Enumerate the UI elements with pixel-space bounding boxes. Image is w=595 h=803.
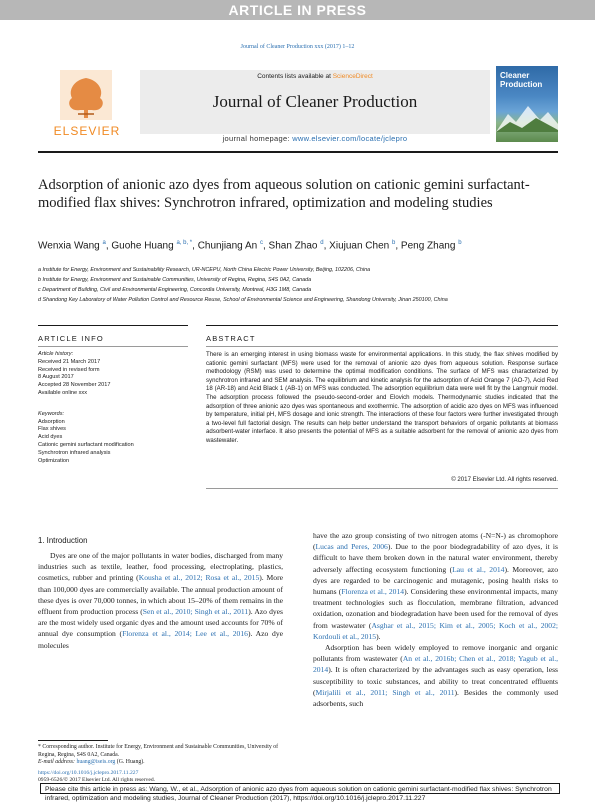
author-affil-mark[interactable]: a, b, * [176,240,193,246]
banner-text: ARTICLE IN PRESS [228,2,367,18]
sciencedirect-link[interactable]: ScienceDirect [332,73,373,80]
author-affil-mark[interactable]: b [392,240,396,246]
body-text: ). More than 100,000 dyes are commercially available. The annual production amount of these dyes is over 70,000 tonnes, in which about 15–20% of them remains in the effluent from production process ( [38,573,284,617]
article-info-heading: ARTICLE INFO [38,334,104,343]
journal-cover-image[interactable] [496,66,558,142]
body-text: have the azo group consisting of two nitrogen atoms (-N=N-) as chromophore ( [313,531,558,552]
history-item: Available online xxx [38,389,88,396]
body-text: ). Besides the commonly used adsorbents, such [313,687,558,709]
article-title: Adsorption of anionic azo dyes from aqueous solution on cationic gemini surfactant-modified flax shives: Synchrotron infrared, optimization and modeling studies [38,177,530,211]
reference-link[interactable]: An et al., 2016b; Chen et al., 2018; Yagub et al., 2014 [313,654,558,675]
body-text: Adsorption has been widely employed to remove inorganic and organic pollutants from wastewater ( [313,643,558,664]
reference-link[interactable]: Sen et al., 2010; Singh et al., 2011 [142,607,249,617]
elsevier-logo [38,70,136,142]
email-suffix: (G. Huang). [115,759,145,766]
history-item: Received in revised form [38,366,100,373]
publisher-name: ELSEVIER [53,124,121,138]
issn-line: 0959-6526/© 2017 Elsevier Ltd. All rights reserved. [38,777,156,784]
keyword: Optimization [38,457,70,464]
body-text: ). It is often characterized by the advantages such as easy operation, less susceptibility to toxic substances, and ability to treat concentrated effluents ( [313,665,558,697]
journal-title-box [140,70,490,134]
contents-prefix: Contents lists available at [257,73,333,80]
header-rule [38,151,558,153]
history-item: Accepted 28 November 2017 [38,382,111,389]
author-name[interactable]: Guohe Huang [111,240,174,252]
author-affil-mark[interactable]: a [102,240,106,246]
body-text: ). Due to the poor biodegradability of azo dyes, it is difficult to have them broken down in the natural water environment, thereby adversely affecting ecosystem functioning ( [313,542,559,574]
author-affil-mark[interactable]: b [458,240,462,246]
article-info-column [38,351,188,465]
corresponding-author-note: * Corresponding author. Institute for Energy, Environment and Sustainable Communities, University of Regina, Regina, S4S 0A2, Canada. [38,744,279,758]
article-in-press-banner [0,0,595,20]
article-info-top-rule [38,325,188,326]
contents-line [140,73,490,80]
keyword: Acid dyes [38,434,63,441]
body-text: ). Moreover, azo dyes are regarded to be carcinogenic and mutagenic, posing health risks to humans ( [313,564,558,597]
affiliation-list [38,266,558,306]
author-name[interactable]: Peng Zhang [400,240,456,252]
footnote-rule [38,740,108,741]
keyword: Synchrotron infrared analysis [38,449,111,456]
abstract-heading: ABSTRACT [206,334,256,343]
cover-mountain-icon [496,102,558,132]
keywords-label: Keywords: [38,410,65,417]
abstract-top-rule [206,325,558,326]
reference-link[interactable]: Lucas and Peres, 2006 [315,542,388,552]
keyword: Cationic gemini surfactant modification [38,441,134,448]
email-link[interactable]: huang@iseis.org [76,759,116,766]
abstract-rule [206,346,558,347]
corresponding-author-footnote [38,744,283,767]
author-name[interactable]: Xiujuan Chen [329,240,390,252]
introduction-heading: 1. Introduction [38,536,88,545]
author-list: Wenxia Wang $^a$, Guohe Huang $^{a, b, *}$, Chunjiang An $^c$, Shan Zhao $^d$, Xiujuan Chen $^b$, Peng Zhang $^b$ [38,240,462,252]
intro-right-column [313,530,558,709]
affiliation: c Department of Building, Civil and Environmental Engineering, Concordia University, Montreal, H3G 1M8, Canada [38,287,312,294]
article-info-rule [38,346,188,347]
author-affil-mark[interactable]: c [259,240,263,246]
email-label: E-mail address: [38,759,77,766]
abstract-bottom-rule [206,488,558,489]
journal-citation-link[interactable]: Journal of Cleaner Production xxx (2017) 1–12 [240,44,355,50]
body-text: ). Azo dye molecules [38,629,283,650]
affiliation: a Institute for Energy, Environment and Sustainability Research, UR-NCEPU, North China Electric Power University, Beijing, 102206, China [38,267,371,273]
journal-header [38,66,558,142]
abstract-text: There is an emerging interest in using biomass waste for environmental applications. In this study, the flax shives modified by cationic gemini surfactant (MFS) were used for the removal of anionic azo dyes from aqueous solution. Response surface methodology (RSM) was used to determine the optimal modification conditions. The surface of MFS was characterized by synchrotron infrared and SEM analysis. The equilibrium and kinetic analysis for the adsorption of Acid Orange 7 (AO-7), Acid Red 18 (AR-18) and Acid Black 1 (AB-1) on MFS was conducted. The adsorption equilibrium data were well fit by the Langmuir model. The adsorption process followed the pseudo-second-order and Elovich models. Thermodynamic studies indicated that the adsorption of three anionic azo dyes was spontaneous and exothermic. The adsorption of acidic azo dyes on MFS was influenced by temperature, initial pH, MFS dosage and ionic strength. The interactions of these four factors were further investigated through a two-level full factorial design. The results can help better understand the transport behaviors of organic pollutants at biomass adsorbent-water interface. It also presents the potential of MFS as a suitable adsorbent for the removal of anionic azo dyes from wastewater. [206,351,558,444]
history-label: Article history: [38,351,74,357]
reference-link[interactable]: Lau et al., 2014 [452,564,505,574]
journal-homepage-line [140,134,490,143]
body-text: ). [376,631,381,641]
elsevier-tree-icon [60,70,112,120]
homepage-prefix: journal homepage: [222,134,293,143]
doi-link[interactable]: https://doi.org/10.1016/j.jclepro.2017.11.227 [38,770,139,776]
body-text: ). Azo dyes are the most widely used organic dyes and the amount used accounts for 70% of annual dye consumption ( [38,607,283,639]
reference-link[interactable]: Asghar et al., 2015; Kim et al., 2005; Koch et al., 2002; Kordouli et al., 2015 [313,620,558,641]
journal-title: Journal of Cleaner Production [212,92,418,111]
affiliation: b Institute for Energy, Environment and Sustainable Communities, University of Regina, Regina, S4S 0A2, Canada [38,277,312,284]
reference-link[interactable]: Mirjalili et al., 2011; Singh et al., 2011 [315,687,455,697]
reference-link[interactable]: Florenza et al., 2014 [341,587,405,597]
author-name[interactable]: Shan Zhao [268,240,318,252]
reference-link[interactable]: Kousha et al., 2012; Rosa et al., 2015 [138,573,260,583]
author-affil-mark[interactable]: d [320,240,324,246]
author-name[interactable]: Wenxia Wang [38,240,100,252]
cover-title: Cleaner Production [500,71,543,89]
affiliation: d Shandong Key Laboratory of Water Pollution Control and Resource Reuse, School of Environmental Science and Engineering, Shandong University, Jinan 250100, China [38,297,448,304]
reference-link[interactable]: Florenza et al., 2014; Lee et al., 2016 [122,629,248,639]
body-text: Dyes are one of the major pollutants in water bodies, discharged from many industries such as textile, leather, food processing, electroplating, plastics, cosmetics, rubber and printing ( [38,551,283,583]
cite-this-article-box: Please cite this article in press as: Wang, W., et al., Adsorption of anionic azo dyes from aqueous solution on cationic gemini surfactant-modified flax shives: Synchrotron infrared, optimization and modeling studies, Journal of Cleaner Production (2017), https://doi.org/10.1016/j.jclepro.2017.11.227 [40,783,560,794]
intro-left-column [38,550,283,651]
history-item: 8 August 2017 [38,374,74,381]
keyword: Adsorption [38,418,65,425]
abstract-copyright: © 2017 Elsevier Ltd. All rights reserved. [451,476,558,483]
journal-homepage-link[interactable]: www.elsevier.com/locate/jclepro [292,134,408,143]
author-name[interactable]: Chunjiang An [197,240,258,252]
keyword: Flax shives [38,426,66,433]
history-item: Received 21 March 2017 [38,358,101,365]
body-text: ). Considering these environmental impacts, many treatment technologies such as flocculation, membrane filtration, advanced oxidation, ozonation and biodegradation have been used for the removal of dyes from wastewater ( [313,587,558,630]
